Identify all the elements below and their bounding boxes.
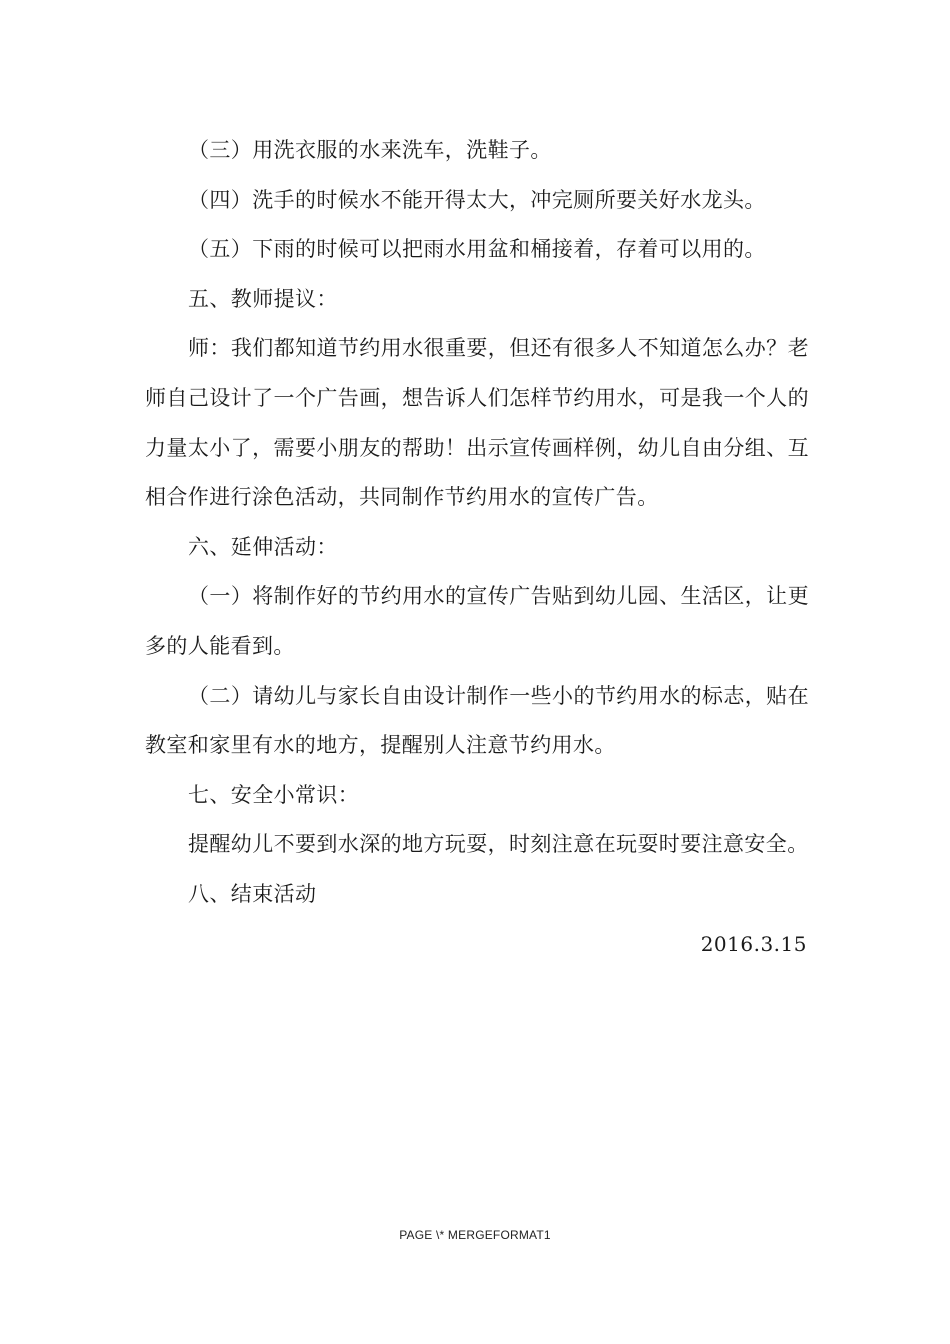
- paragraph-item-5: （五）下雨的时候可以把雨水用盆和桶接着，存着可以用的。: [188, 237, 766, 262]
- page-footer-field: PAGE \* MERGEFORMAT1: [399, 1228, 551, 1242]
- document-date: 2016.3.15: [700, 931, 807, 956]
- paragraph-extension-2: （二）请幼儿与家长自由设计制作一些小的节约用水的标志，贴在教室和家里有水的地方，提醒别人注意节约用水。: [145, 683, 809, 758]
- section-heading-teacher-suggestion: 五、教师提议：: [188, 286, 338, 311]
- document-body: [145, 126, 809, 969]
- section-heading-safety-tips: 七、安全小常识：: [188, 782, 360, 807]
- section-heading-extension-activity: 六、延伸活动：: [188, 534, 338, 559]
- paragraph-extension-1: （一）将制作好的节约用水的宣传广告贴到幼儿园、生活区，让更多的人能看到。: [145, 584, 809, 658]
- paragraph-item-4: （四）洗手的时候水不能开得太大，冲完厕所要关好水龙头。: [188, 187, 766, 212]
- paragraph-item-3: （三）用洗衣服的水来洗车，洗鞋子。: [188, 138, 552, 162]
- paragraph-teacher-speech: 师：我们都知道节约用水很重要，但还有很多人不知道怎么办？老师自己设计了一个广告画，想告诉人们怎样节约用水，可是我一个人的力量太小了，需要小朋友的帮助！出示宣传画样例，幼儿自由分组、互相合作进行涂色活动，共同制作节约用水的宣传广告。: [145, 336, 809, 510]
- paragraph-safety-reminder: 提醒幼儿不要到水深的地方玩耍，时刻注意在玩耍时要注意安全。: [188, 832, 809, 857]
- section-heading-closing-activity: 八、结束活动: [188, 881, 317, 906]
